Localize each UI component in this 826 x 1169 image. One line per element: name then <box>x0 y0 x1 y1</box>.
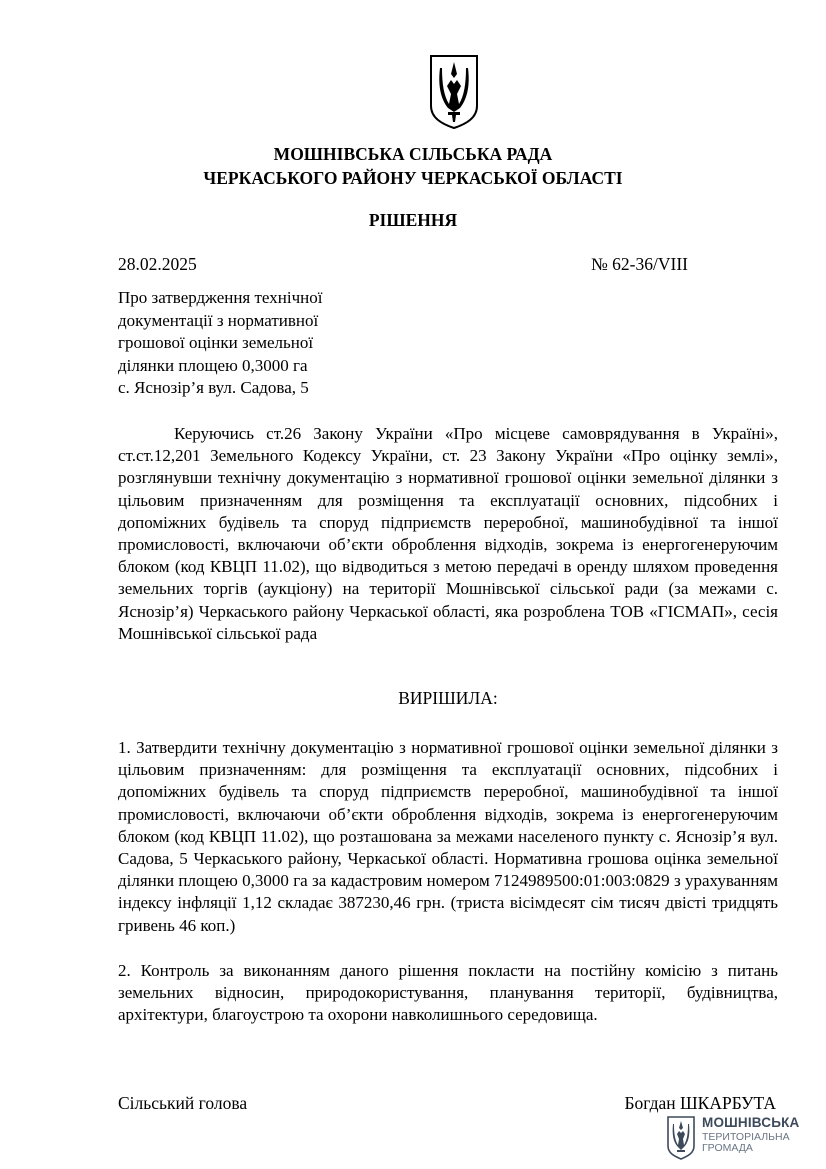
subject-line: Про затвердження технічної <box>118 288 323 307</box>
council-district: ЧЕРКАСЬКОГО РАЙОНУ ЧЕРКАСЬКОЇ ОБЛАСТІ <box>203 168 623 188</box>
trident-icon <box>666 1116 696 1160</box>
resolved-heading: ВИРІШИЛА: <box>398 688 498 708</box>
document-type-title: РІШЕННЯ <box>368 210 458 230</box>
subject-line: документації з нормативної <box>118 310 319 330</box>
signatory-title: Сільський голова <box>118 1093 248 1113</box>
watermark-line: ТЕРИТОРІАЛЬНА <box>702 1130 790 1143</box>
council-name: МОШНІВСЬКА СІЛЬСЬКА РАДА <box>273 144 553 164</box>
resolution-item-1: 1. Затвердити технічну документацію з нормативної грошової оцінки земельної ділянки з цільовим призначенням: для розміщення та експлуатації основних, підсобних і допоміжних будівель та споруд підприємств переробної, машинобудівної та іншої промисловості, включаючи об’єкти оброблення відходів, зокрема із енергогенеруючим блоком (код КВЦП 11.02), що розташована за межами населеного пункту с. Яснозір’я вул. Садова, 5 Черкаського району, Черкаської області. Нормативна грошова оцінка земельної ділянки площею 0,3000 га за кадастровим номером 7124989500:01:003:0829 з урахуванням індексу інфляції 1,12 складає 387230,46 грн. (триста вісімдесят сім тисяч двісті тридцять гривень 46 коп.) <box>118 738 778 935</box>
document-subject <box>118 287 448 400</box>
subject-line: ділянки площею 0,3000 га <box>118 355 308 375</box>
subject-line: грошової оцінки земельної <box>118 333 314 352</box>
community-watermark <box>666 1116 816 1162</box>
watermark-line: ГРОМАДА <box>702 1142 753 1154</box>
resolution-item-2: 2. Контроль за виконанням даного рішення покласти на постійну комісію з питань земельних відносин, природокористування, планування території, будівництва, архітектури, благоустрою та охорони навколишнього середовища. <box>118 961 778 1025</box>
signatory-name: Богдан ШКАРБУТА <box>624 1093 776 1113</box>
trident-coat-of-arms-icon <box>428 54 480 130</box>
document-number: № 62-36/VIII <box>591 254 688 274</box>
document-date: 28.02.2025 <box>118 254 197 274</box>
watermark-line: МОШНІВСЬКА <box>702 1115 800 1130</box>
preamble-paragraph: Керуючись ст.26 Закону України «Про місцеве самоврядування в Україні», ст.ст.12,201 Земельного Кодексу України, ст. 23 Закону України «Про оцінку землі», розглянувши технічну документацію з нормативної грошової оцінки земельної ділянки з цільовим призначенням для розміщення та експлуатації основних, підсобних і допоміжних будівель та споруд підприємств переробної, машинобудівної та іншої промисловості, включаючи об’єкти оброблення відходів, зокрема із енергогенеруючим блоком (код КВЦП 11.02), що відводиться з метою передачі в оренду шляхом проведення земельних торгів (аукціону) на території Мошнівської сільської ради (за межами с. Яснозір’я) Черкаського району Черкаської області, яка розроблена ТОВ «ГІСМАП», сесія Мошнівської сільської рада <box>118 424 778 643</box>
subject-line: с. Яснозір’я вул. Садова, 5 <box>118 378 309 397</box>
